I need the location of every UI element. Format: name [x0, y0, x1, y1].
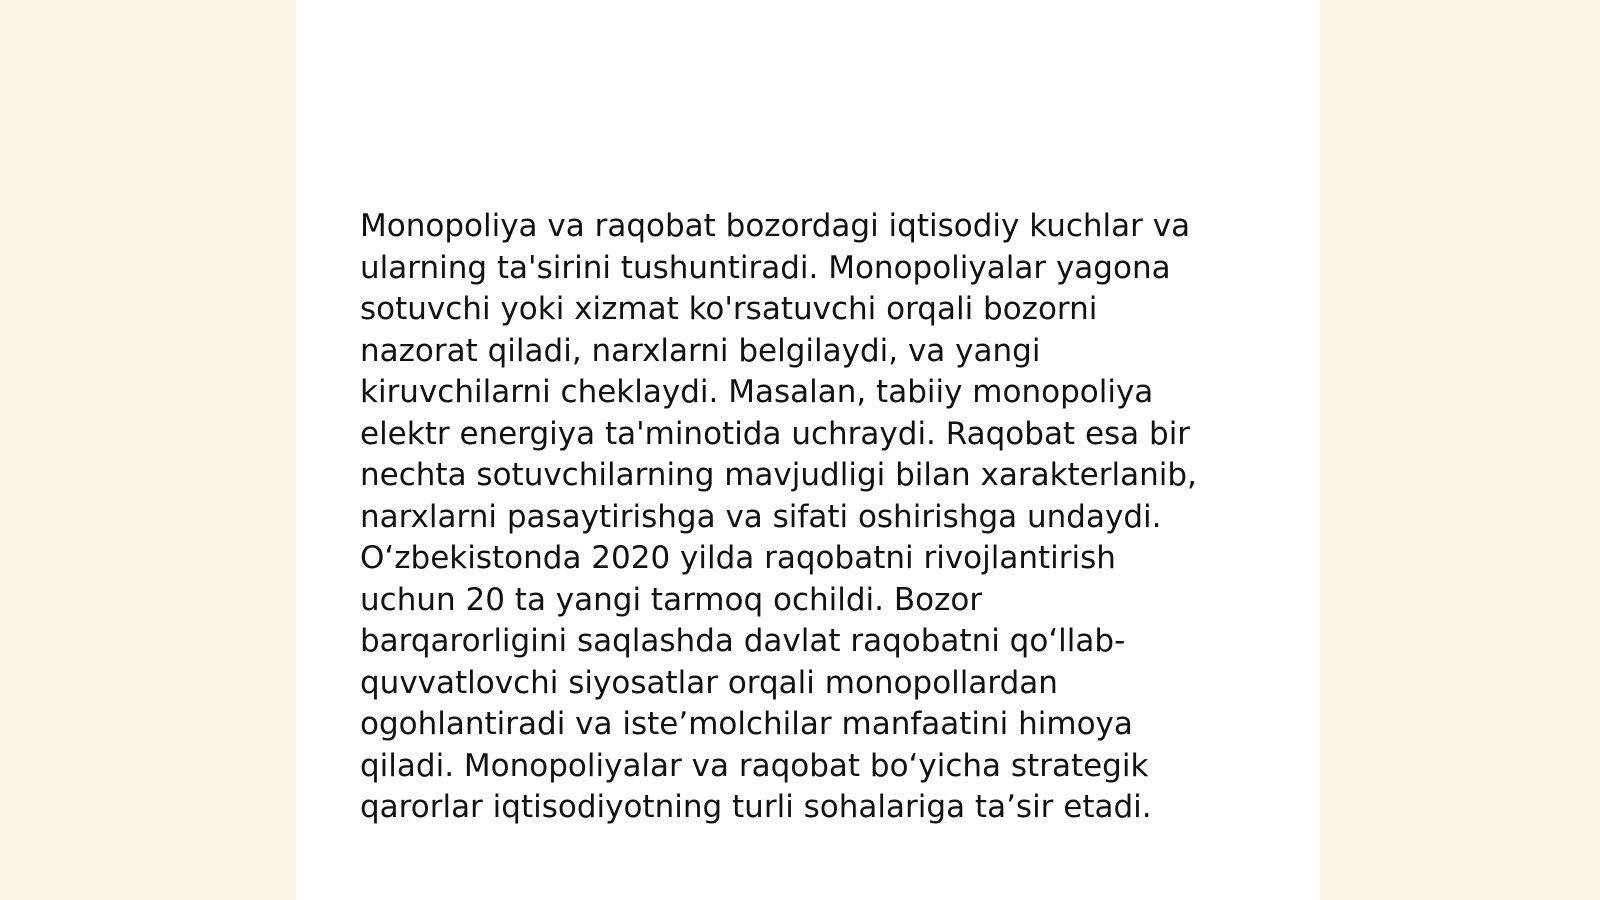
paragraph-line: quvvatlovchi siyosatlar orqali monopollardan: [360, 664, 1058, 701]
paragraph-line: kiruvchilarni cheklaydi. Masalan, tabiiy monopoliya: [360, 374, 1154, 410]
paragraph-line: Monopoliya va raqobat bozordagi iqtisodiy kuchlar va: [360, 208, 1191, 244]
document-page: [296, 0, 1320, 900]
body-paragraph: [360, 206, 1260, 829]
paragraph-line: nechta sotuvchilarning mavjudligi bilan xarakterlanib,: [360, 457, 1197, 493]
paragraph-line: ularning ta'sirini tushuntiradi. Monopoliyalar yagona: [360, 249, 1171, 286]
paragraph-line: sotuvchi yoki xizmat ko'rsatuvchi orqali bozorni: [360, 291, 1098, 327]
paragraph-line: uchun 20 ta yangi tarmoq ochildi. Bozor: [360, 581, 983, 618]
paragraph-line: qarorlar iqtisodiyotning turli sohalariga ta’sir etadi.: [360, 789, 1152, 825]
paragraph-line: nazorat qiladi, narxlarni belgilaydi, va yangi: [360, 332, 1041, 369]
paragraph-line: barqarorligini saqlashda davlat raqobatni qo‘llab-: [360, 623, 1126, 659]
paragraph-line: ogohlantiradi va iste’molchilar manfaatini himoya: [360, 706, 1133, 742]
paragraph-line: qiladi. Monopoliyalar va raqobat bo‘yicha strategik: [360, 747, 1149, 784]
paragraph-line: O‘zbekistonda 2020 yilda raqobatni rivojlantirish: [360, 540, 1116, 576]
paragraph-line: elektr energiya ta'minotida uchraydi. Raqobat esa bir: [360, 415, 1191, 452]
paragraph-line: narxlarni pasaytirishga va sifati oshirishga undaydi.: [360, 498, 1162, 535]
